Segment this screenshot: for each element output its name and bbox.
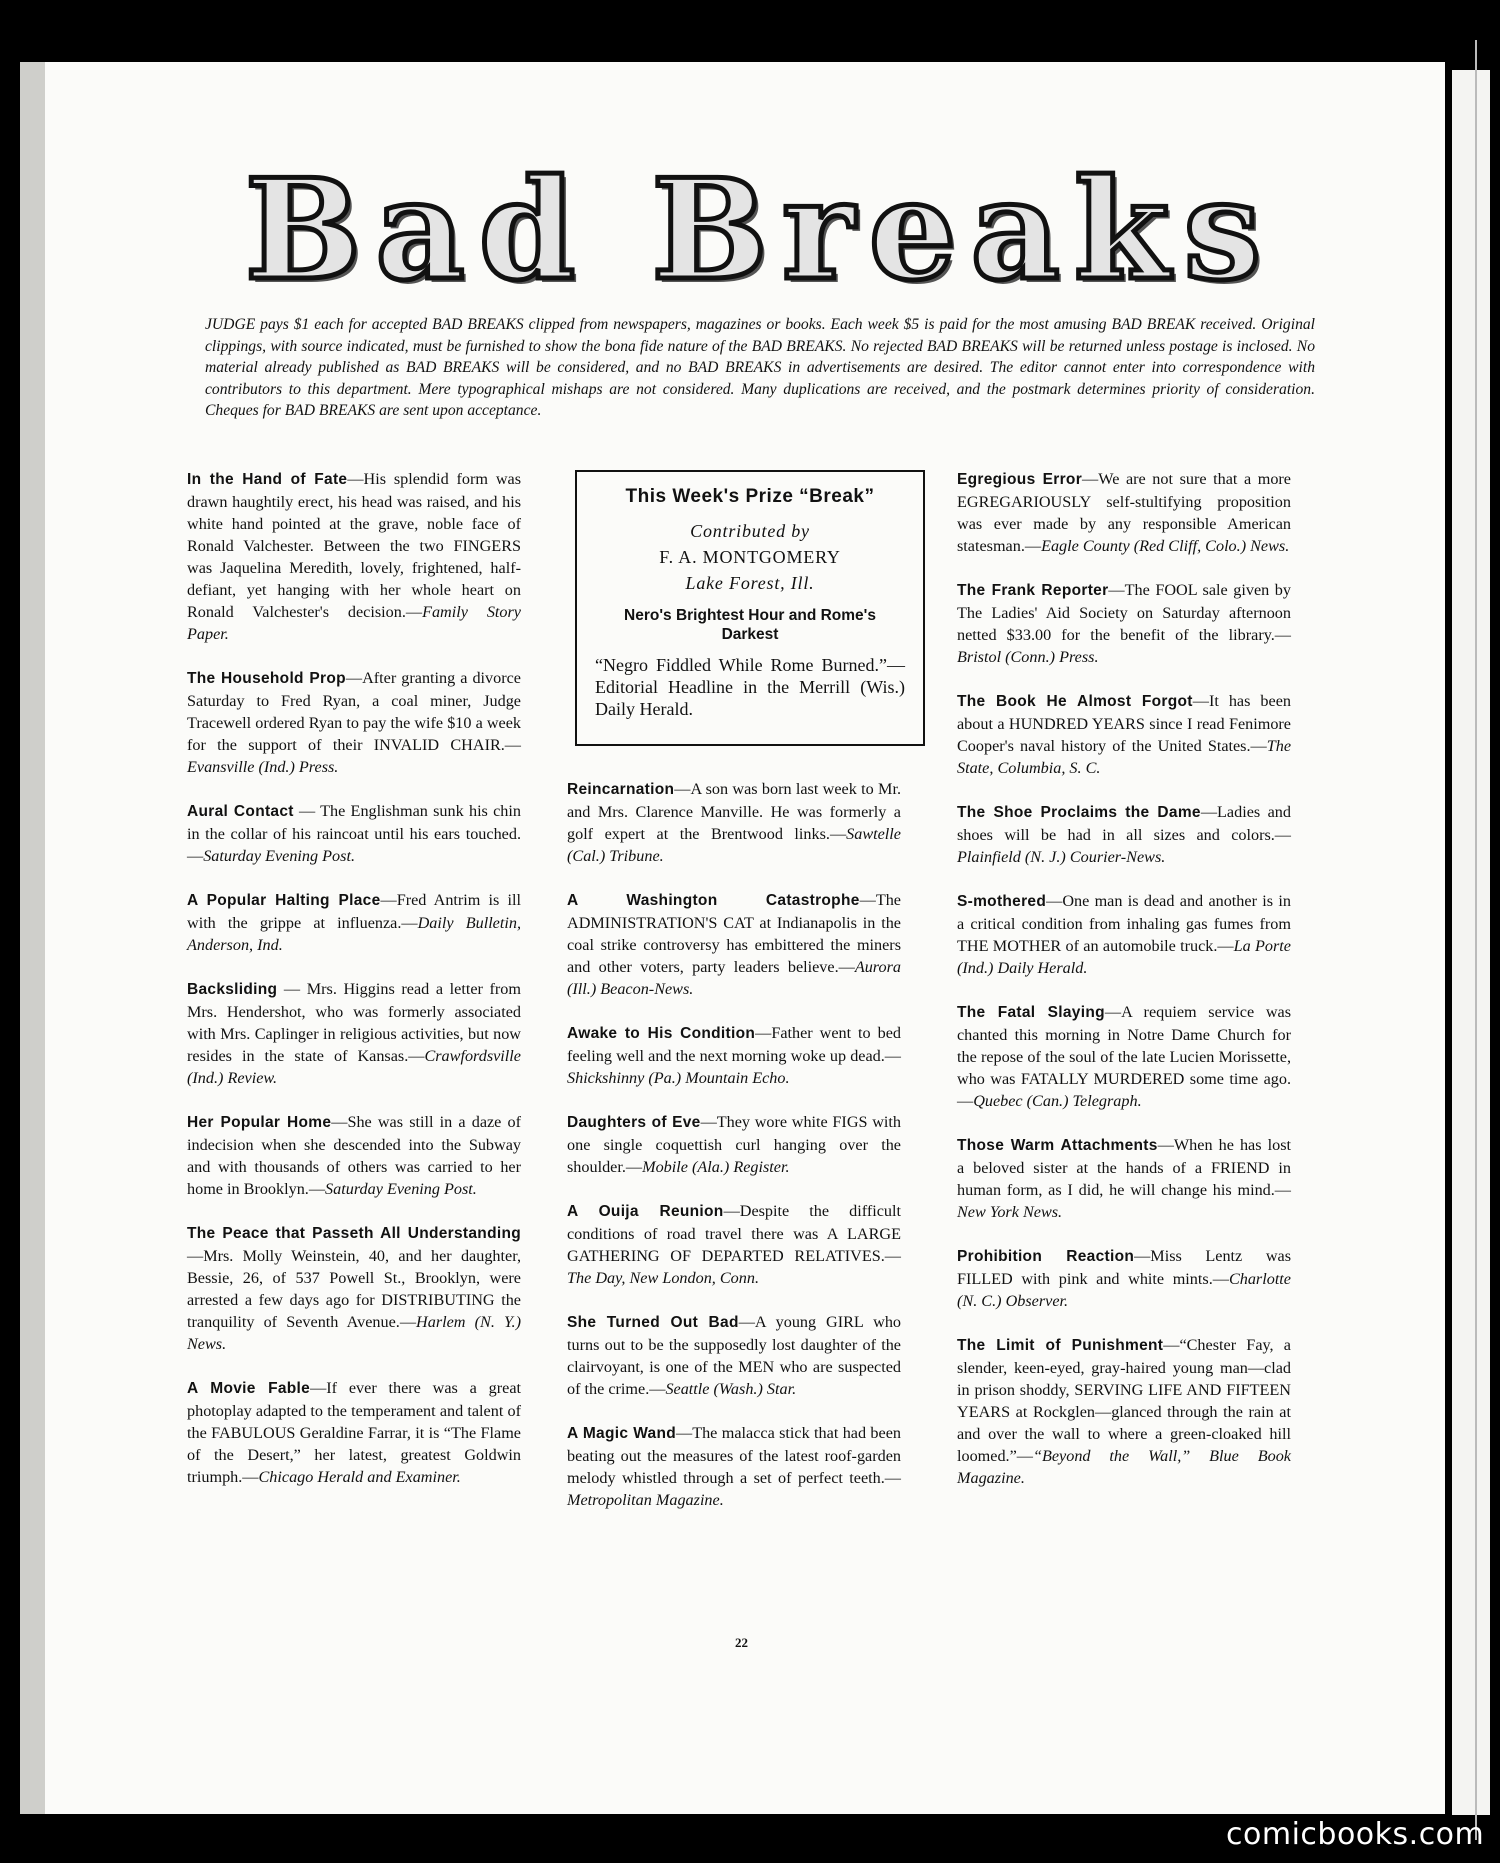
site-watermark: comicbooks.com bbox=[1226, 1817, 1485, 1852]
break-body: —The ADMINISTRATION'S CAT at Indianapolis in the coal strike controversy has embittered the miners and other voters, party leaders believe.— bbox=[567, 891, 901, 976]
break-item bbox=[187, 1111, 521, 1200]
prize-title: Nero's Brightest Hour and Rome's Darkest bbox=[624, 607, 876, 643]
prize-quote: “Negro Fiddled While Rome Burned.”—Editorial Headline in the Merrill (Wis.) Daily Herald. bbox=[595, 655, 905, 719]
break-item bbox=[957, 468, 1291, 557]
break-item bbox=[187, 1222, 521, 1355]
break-body: —One man is dead and another is in a critical condition from inhaling gas fumes from THE MOTHER of an automobile truck.— bbox=[957, 892, 1291, 955]
break-source: Mobile (Ala.) Register. bbox=[642, 1158, 790, 1176]
break-source: La Porte (Ind.) Daily Herald. bbox=[957, 937, 1291, 977]
break-body: —Ladies and shoes will be had in all sizes and colors.— bbox=[957, 803, 1291, 844]
break-item bbox=[187, 468, 521, 645]
break-body: —We are not sure that a more EGREGARIOUSLY self-stultifying proposition was ever made by any responsible American statesman.— bbox=[957, 470, 1291, 555]
break-heading: A Magic Wand bbox=[567, 1425, 677, 1442]
break-body: — Mrs. Higgins read a letter from Mrs. Hendershot, who was formerly associated with Mrs. Caplinger in religious activities, but now resides in the state of Kansas.— bbox=[187, 980, 521, 1065]
break-body: —The FOOL sale given by The Ladies' Aid Society on Saturday afternoon netted $33.00 for the benefit of the library.— bbox=[957, 581, 1291, 644]
page-spine bbox=[20, 62, 45, 1814]
break-body: —When he has lost a beloved sister at the hands of a FRIEND in human form, as I did, he will change his mind.— bbox=[957, 1136, 1291, 1199]
break-heading: The Limit of Punishment bbox=[957, 1337, 1164, 1354]
break-heading: She Turned Out Bad bbox=[567, 1314, 739, 1331]
break-item bbox=[957, 1334, 1291, 1489]
break-source: Evansville (Ind.) Press. bbox=[187, 758, 339, 776]
break-heading: Egregious Error bbox=[957, 471, 1083, 488]
break-heading: The Frank Reporter bbox=[957, 582, 1109, 599]
prize-box bbox=[575, 470, 925, 746]
break-source: Chicago Herald and Examiner. bbox=[258, 1468, 461, 1486]
break-body: —It has been about a HUNDRED YEARS since I read Fenimore Cooper's naval history of the United States.— bbox=[957, 692, 1291, 755]
break-body: —The malacca stick that had been beating out the measures of the latest roof-garden melody whistled through a set of perfect teeth.— bbox=[567, 1424, 901, 1487]
break-source: Sawtelle (Cal.) Tribune. bbox=[567, 825, 901, 865]
break-source: Saturday Evening Post. bbox=[325, 1180, 477, 1198]
break-body: —Despite the difficult conditions of road travel there was A LARGE GATHERING OF DEPARTED RELATIVES.— bbox=[567, 1202, 901, 1265]
intro-paragraph: JUDGE pays $1 each for accepted BAD BREAKS clipped from newspapers, magazines or books. Each week $5 is paid for the most amusing BAD BREAK received. Original clippings, with source indicated, must be furnished to show the bona fide nature of the BAD BREAKS. No rejected BAD BREAKS will be returned unless postage is inclosed. No material already published as BAD BREAKS will be considered, and no BAD BREAKS in advertisements are desired. The editor cannot enter into correspondence with contributors to this department. Mere typographical mishaps are not considered. Many duplications are received, and the postmark determines priority of consideration. Cheques for BAD BREAKS are sent upon acceptance. bbox=[205, 316, 1315, 420]
break-source: Plainfield (N. J.) Courier-News. bbox=[957, 848, 1166, 866]
break-item bbox=[957, 690, 1291, 779]
next-page-edge bbox=[1452, 70, 1490, 1815]
column-right bbox=[957, 468, 1291, 1511]
break-heading: S-mothered bbox=[957, 893, 1047, 910]
scan-edge-line bbox=[1475, 40, 1477, 1840]
break-heading: Her Popular Home bbox=[187, 1114, 332, 1131]
break-item bbox=[957, 890, 1291, 979]
break-heading: Reincarnation bbox=[567, 781, 675, 798]
break-item bbox=[567, 1311, 901, 1400]
break-item bbox=[957, 1134, 1291, 1223]
break-heading: A Ouija Reunion bbox=[567, 1203, 724, 1220]
break-body: —They wore white FIGS with one single coquettish curl hanging over the shoulder.— bbox=[567, 1113, 901, 1176]
break-body: —A young GIRL who turns out to be the supposedly lost daughter of the clairvoyant, is one of the MEN who are suspected of the crime.— bbox=[567, 1313, 902, 1398]
break-source: Saturday Evening Post. bbox=[203, 847, 355, 865]
break-body: —After granting a divorce Saturday to Fred Ryan, a coal miner, Judge Tracewell ordered Ryan to pay the wife $10 a week for the support of their INVALID CHAIR.— bbox=[187, 669, 521, 754]
prize-heading: This Week's Prize “Break” bbox=[625, 486, 875, 507]
break-source: The State, Columbia, S. C. bbox=[957, 737, 1291, 777]
break-source: Eagle County (Red Cliff, Colo.) News. bbox=[1041, 537, 1290, 555]
break-heading: Awake to His Condition bbox=[567, 1025, 756, 1042]
break-body: —Fred Antrim is ill with the grippe at influenza.— bbox=[187, 891, 522, 932]
break-source: Crawfordsville (Ind.) Review. bbox=[187, 1047, 521, 1087]
break-heading: The Household Prop bbox=[187, 670, 346, 687]
break-body: —If ever there was a great photoplay adapted to the temperament and talent of the FABULOUS Geraldine Farrar, it is “The Flame of the Desert,” her latest, greatest Goldwin triumph.— bbox=[187, 1379, 522, 1486]
break-item bbox=[187, 667, 521, 778]
break-item bbox=[187, 889, 521, 956]
break-heading: Prohibition Reaction bbox=[957, 1248, 1135, 1265]
break-source: Bristol (Conn.) Press. bbox=[957, 648, 1099, 666]
break-body: —His splendid form was drawn haughtily erect, his head was raised, and his white hand pointed at the grave, noble face of Ronald Valchester. Between the two FINGERS was Jaquelina Meredith, lovely, frightened, half-defiant, yet hanging with her whole heart on Ronald Valchester's decision.— bbox=[187, 470, 522, 621]
break-heading: A Washington Catastrophe bbox=[567, 892, 860, 909]
break-source: Daily Bulletin, Anderson, Ind. bbox=[187, 914, 522, 954]
break-item bbox=[567, 1200, 901, 1289]
break-source: “Beyond the Wall,” Blue Book Magazine. bbox=[957, 1447, 1291, 1487]
break-source: Quebec (Can.) Telegraph. bbox=[973, 1092, 1142, 1110]
break-item bbox=[567, 1111, 901, 1178]
prize-contributor-place: Lake Forest, Ill. bbox=[685, 573, 815, 593]
break-heading: In the Hand of Fate bbox=[187, 471, 348, 488]
break-heading: The Book He Almost Forgot bbox=[957, 693, 1193, 710]
break-item bbox=[567, 1022, 901, 1089]
masthead-title: Bad Breaks bbox=[244, 148, 1276, 311]
break-body: —A son was born last week to Mr. and Mrs. Clarence Manville. He was formerly a golf expert at the Brentwood links.— bbox=[567, 780, 901, 843]
column-left bbox=[187, 468, 521, 1510]
column-middle bbox=[567, 778, 901, 1533]
break-source: The Day, New London, Conn. bbox=[567, 1269, 760, 1287]
break-heading: Aural Contact bbox=[187, 803, 294, 820]
break-item bbox=[957, 801, 1291, 868]
break-heading: The Peace that Passeth All Understanding bbox=[187, 1225, 521, 1242]
break-body: — The Englishman sunk his chin in the collar of his raincoat until his ears touched.— bbox=[187, 802, 521, 865]
break-body: —Father went to bed feeling well and the next morning woke up dead.— bbox=[567, 1024, 901, 1065]
prize-contributed: Contributed by bbox=[690, 521, 810, 541]
break-body: —Miss Lentz was FILLED with pink and white mints.— bbox=[957, 1247, 1291, 1288]
break-source: Shickshinny (Pa.) Mountain Echo. bbox=[567, 1069, 790, 1087]
break-heading: Backsliding bbox=[187, 981, 278, 998]
break-source: Family Story Paper. bbox=[187, 603, 521, 643]
break-source: Metropolitan Magazine. bbox=[567, 1491, 724, 1509]
break-item bbox=[957, 579, 1291, 668]
break-heading: A Movie Fable bbox=[187, 1380, 311, 1397]
break-item bbox=[957, 1001, 1291, 1112]
break-source: Charlotte (N. C.) Observer. bbox=[957, 1270, 1291, 1310]
break-heading: A Popular Halting Place bbox=[187, 892, 381, 909]
break-item bbox=[567, 1422, 901, 1511]
break-item bbox=[187, 1377, 521, 1488]
prize-contributor-name: F. A. MONTGOMERY bbox=[659, 547, 841, 567]
break-item bbox=[957, 1245, 1291, 1312]
break-item bbox=[187, 978, 521, 1089]
break-source: Aurora (Ill.) Beacon-News. bbox=[567, 958, 901, 998]
page-number: 22 bbox=[735, 1635, 748, 1650]
break-body: —She was still in a daze of indecision when she descended into the Subway and with thousands of others was carried to her home in Brooklyn.— bbox=[187, 1113, 522, 1198]
break-item bbox=[567, 778, 901, 867]
break-body: —A requiem service was chanted this morning in Notre Dame Church for the repose of the soul of the late Lucien Morissette, who was FATALLY MURDERED some time ago.— bbox=[957, 1003, 1291, 1110]
break-heading: Those Warm Attachments bbox=[957, 1137, 1158, 1154]
break-heading: The Fatal Slaying bbox=[957, 1004, 1105, 1021]
break-body: —“Chester Fay, a slender, keen-eyed, gray-haired young man—clad in prison shoddy, SERVING LIFE AND FIFTEEN YEARS at Rockglen—glanced through the rain at and over the wall to where a green-cloaked hill loomed.”— bbox=[957, 1336, 1291, 1465]
break-source: New York News. bbox=[957, 1203, 1063, 1221]
break-heading: Daughters of Eve bbox=[567, 1114, 701, 1131]
break-source: Harlem (N. Y.) News. bbox=[187, 1313, 521, 1353]
break-source: Seattle (Wash.) Star. bbox=[665, 1380, 797, 1398]
break-item bbox=[187, 800, 521, 867]
break-heading: The Shoe Proclaims the Dame bbox=[957, 804, 1201, 821]
break-item bbox=[567, 889, 901, 1000]
break-body: —Mrs. Molly Weinstein, 40, and her daughter, Bessie, 26, of 537 Powell St., Brooklyn, were arrested a few days ago for DISTRIBUTING the tranquility of Seventh Avenue.— bbox=[187, 1247, 521, 1331]
